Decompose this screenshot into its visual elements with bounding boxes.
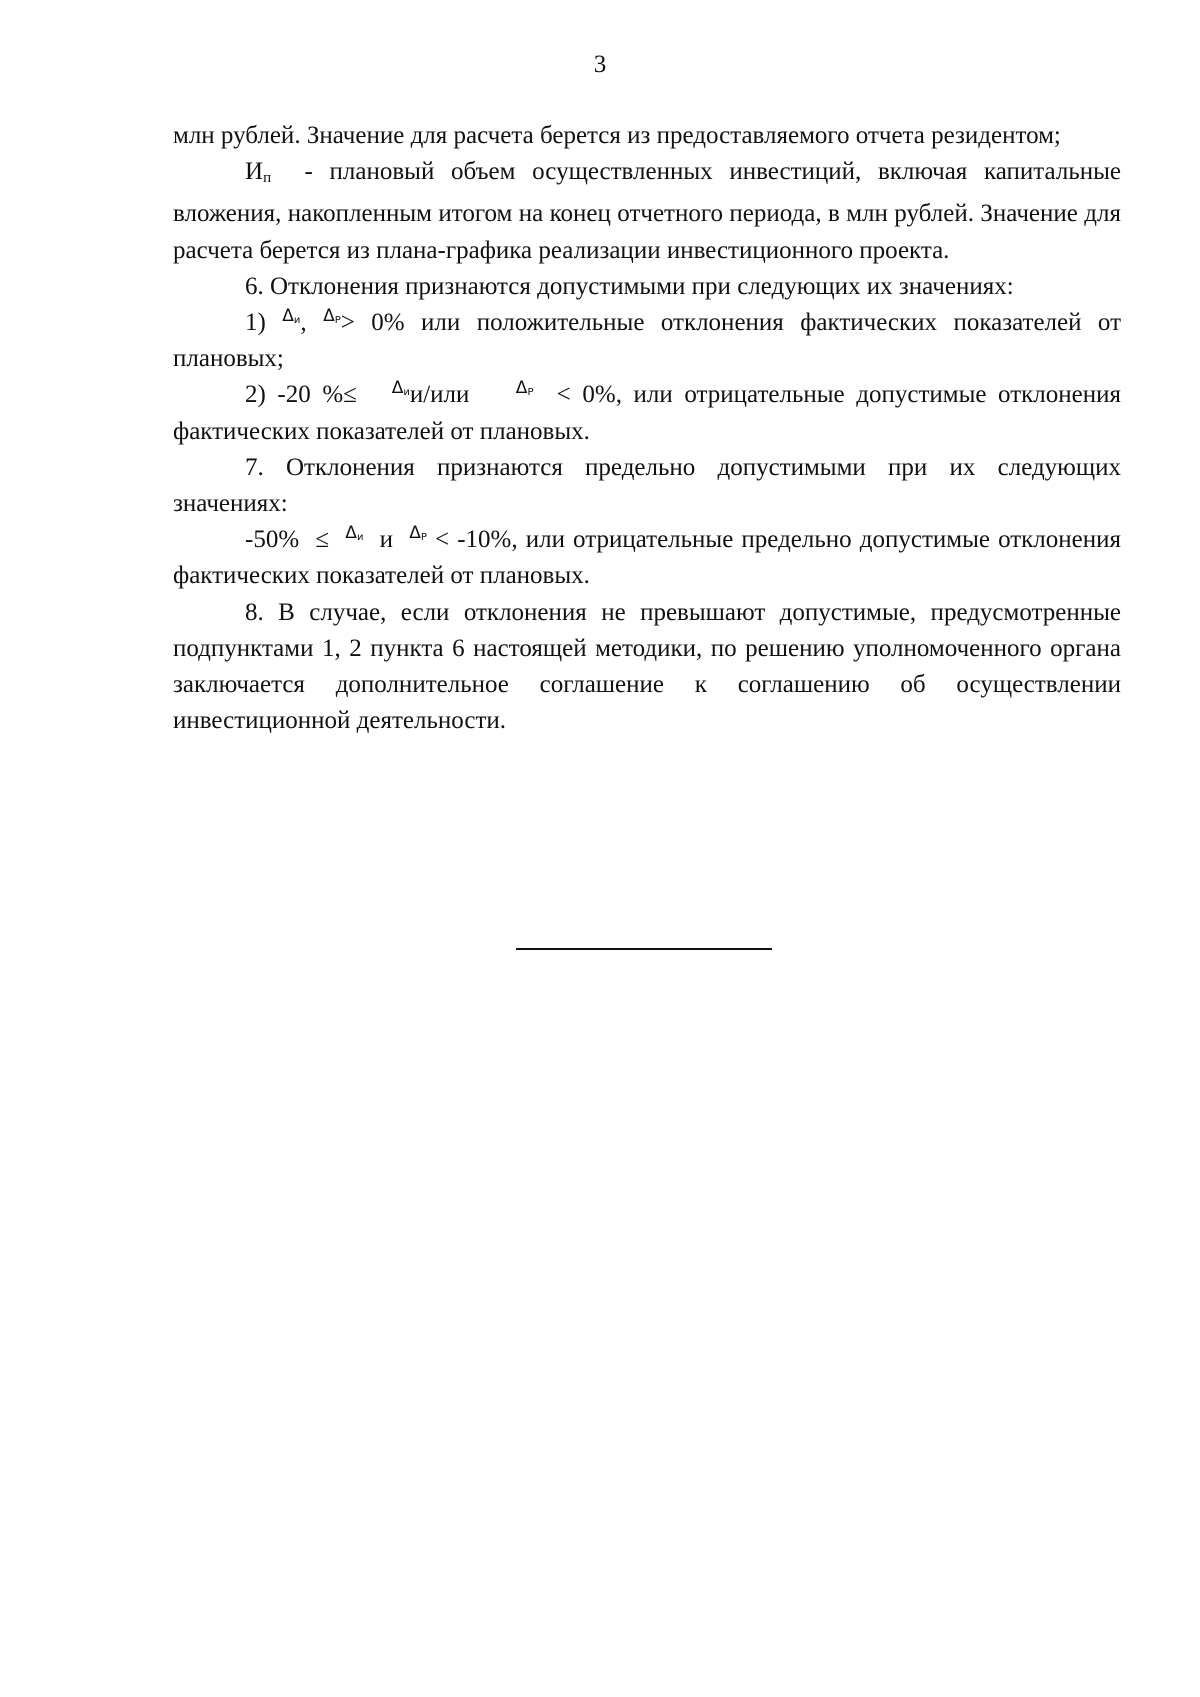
subitem-2-conjunction: и/или <box>409 381 470 409</box>
subitem-1-text: > 0% или положительные отклонения фактических показателей от плановых; <box>173 309 1122 373</box>
subitem-1-comma: , <box>300 309 307 337</box>
subitem-2-lead: 2) -20 % <box>245 381 344 409</box>
page-number: 3 <box>593 51 607 78</box>
delta-i-symbol: Δи <box>282 306 301 327</box>
delta-r-symbol: ΔР <box>323 306 341 327</box>
paragraph-item-7: 7. Отклонения признаются предельно допустимыми при их следующих значениях: <box>173 453 1121 518</box>
limits-lead: -50% <box>245 526 300 554</box>
paragraph-limits <box>173 522 1121 594</box>
end-of-document-rule <box>516 948 772 950</box>
less-equal-sign: ≤ <box>343 381 357 409</box>
delta-i-symbol: Δи <box>391 378 410 399</box>
delta-r-symbol: ΔР <box>515 378 534 399</box>
limits-text: < -10%, или отрицательные предельно допустимые отклонения фактических показателей от плановых. <box>173 526 1122 590</box>
paragraph-subitem-1 <box>173 305 1121 377</box>
less-equal-sign: ≤ <box>315 526 330 554</box>
delta-i-symbol: Δи <box>345 523 364 544</box>
delta-r-symbol: ΔР <box>409 523 427 544</box>
paragraph-subitem-2 <box>173 377 1121 449</box>
document-body <box>173 118 1121 739</box>
paragraph-resident-report: млн рублей. Значение для расчета берется из предоставляемого отчета резидентом; <box>173 122 1061 149</box>
symbol-i-p: $И_п$ <box>245 158 272 187</box>
limits-conjunction: и <box>379 526 394 554</box>
planned-investments-text: - плановый объем осуществленных инвестиций, включая капитальные вложения, накопленным итогом на конец отчетного периода, в млн рублей. Значение для расчета берется из плана-графика реализации инвестиционного проекта. <box>173 158 1121 264</box>
paragraph-item-6: 6. Отклонения признаются допустимыми при следующих их значениях: <box>245 272 1014 300</box>
paragraph-item-8: 8. В случае, если отклонения не превышают допустимые, предусмотренные подпунктами 1, 2 пункта 6 настоящей методики, по решению уполномоченного органа заключается дополнительное соглашение к соглашению об осуществлении инвестиционной деятельности. <box>173 598 1121 735</box>
subitem-1-number: 1) <box>245 309 266 337</box>
subitem-2-text: < 0%, или отрицательные допустимые отклонения фактических показателей от плановых. <box>173 381 1122 445</box>
paragraph-planned-investments <box>173 154 1121 269</box>
